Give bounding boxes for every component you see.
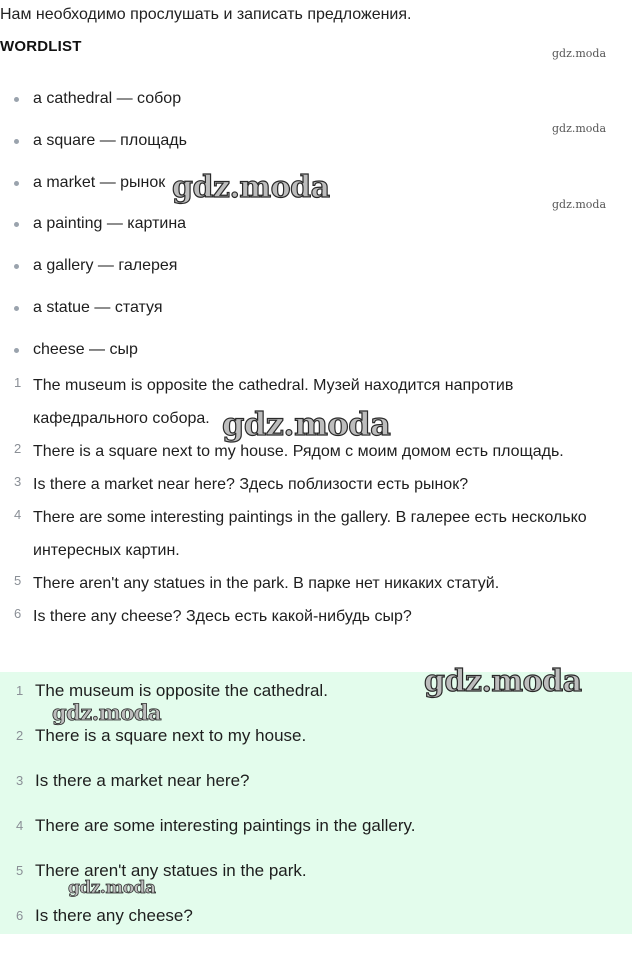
wordlist-item: a cathedral — собор (0, 86, 187, 128)
answer-item: 2 There is a square next to my house. (16, 726, 307, 745)
wordlist-item: a square — площадь (0, 128, 187, 170)
watermark-logo: gdz.moda (222, 405, 391, 443)
translation-item: 4 There are some interesting paintings in the gallery. В галерее есть несколько интересных картин. (14, 507, 587, 559)
watermark-logo: gdz.moda (552, 47, 607, 60)
translation-item: 5 There aren't any statues in the park. В парке нет никаких статуй. (14, 573, 500, 592)
translation-item: 3 Is there a market near here? Здесь поблизости есть рынок? (14, 474, 469, 493)
bullet-icon (14, 97, 19, 102)
answer-item: 5 There aren't any statues in the park. (16, 861, 307, 880)
bullet-icon (14, 348, 19, 353)
watermark-logo: gdz.moda (172, 170, 330, 205)
wordlist-item: a gallery — галерея (0, 253, 187, 295)
wordlist-item: a painting — картина (0, 211, 187, 253)
watermark-logo: gdz.moda (68, 878, 156, 898)
bullet-icon (14, 306, 19, 311)
translation-item: 2 There is a square next to my house. Рядом с моим домом есть площадь. (14, 441, 564, 460)
watermark-logo: gdz.moda (552, 122, 607, 135)
answer-item: 6 Is there any cheese? (16, 906, 193, 925)
bullet-icon (14, 181, 19, 186)
watermark-logo: gdz.moda (424, 664, 582, 699)
watermark-logo: gdz.moda (52, 700, 162, 725)
answer-item: 3 Is there a market near here? (16, 771, 250, 790)
wordlist-item: cheese — сыр (0, 337, 187, 379)
translation-item: 6 Is there any cheese? Здесь есть какой-нибудь сыр? (14, 606, 412, 625)
wordlist (0, 86, 187, 379)
watermark-logo: gdz.moda (552, 198, 607, 211)
bullet-icon (14, 139, 19, 144)
wordlist-item: a market — рынок (0, 170, 187, 212)
answer-item: 4 There are some interesting paintings in the gallery. (16, 816, 416, 835)
answer-item: 1 The museum is opposite the cathedral. (16, 681, 328, 700)
translation-item: 1 The museum is opposite the cathedral. Музей находится напротив кафедрального собора. (14, 375, 514, 427)
wordlist-heading: WORDLIST (0, 38, 82, 55)
task-instruction: Нам необходимо прослушать и записать предложения. (0, 6, 412, 23)
bullet-icon (14, 222, 19, 227)
bullet-icon (14, 264, 19, 269)
wordlist-item: a statue — статуя (0, 295, 187, 337)
